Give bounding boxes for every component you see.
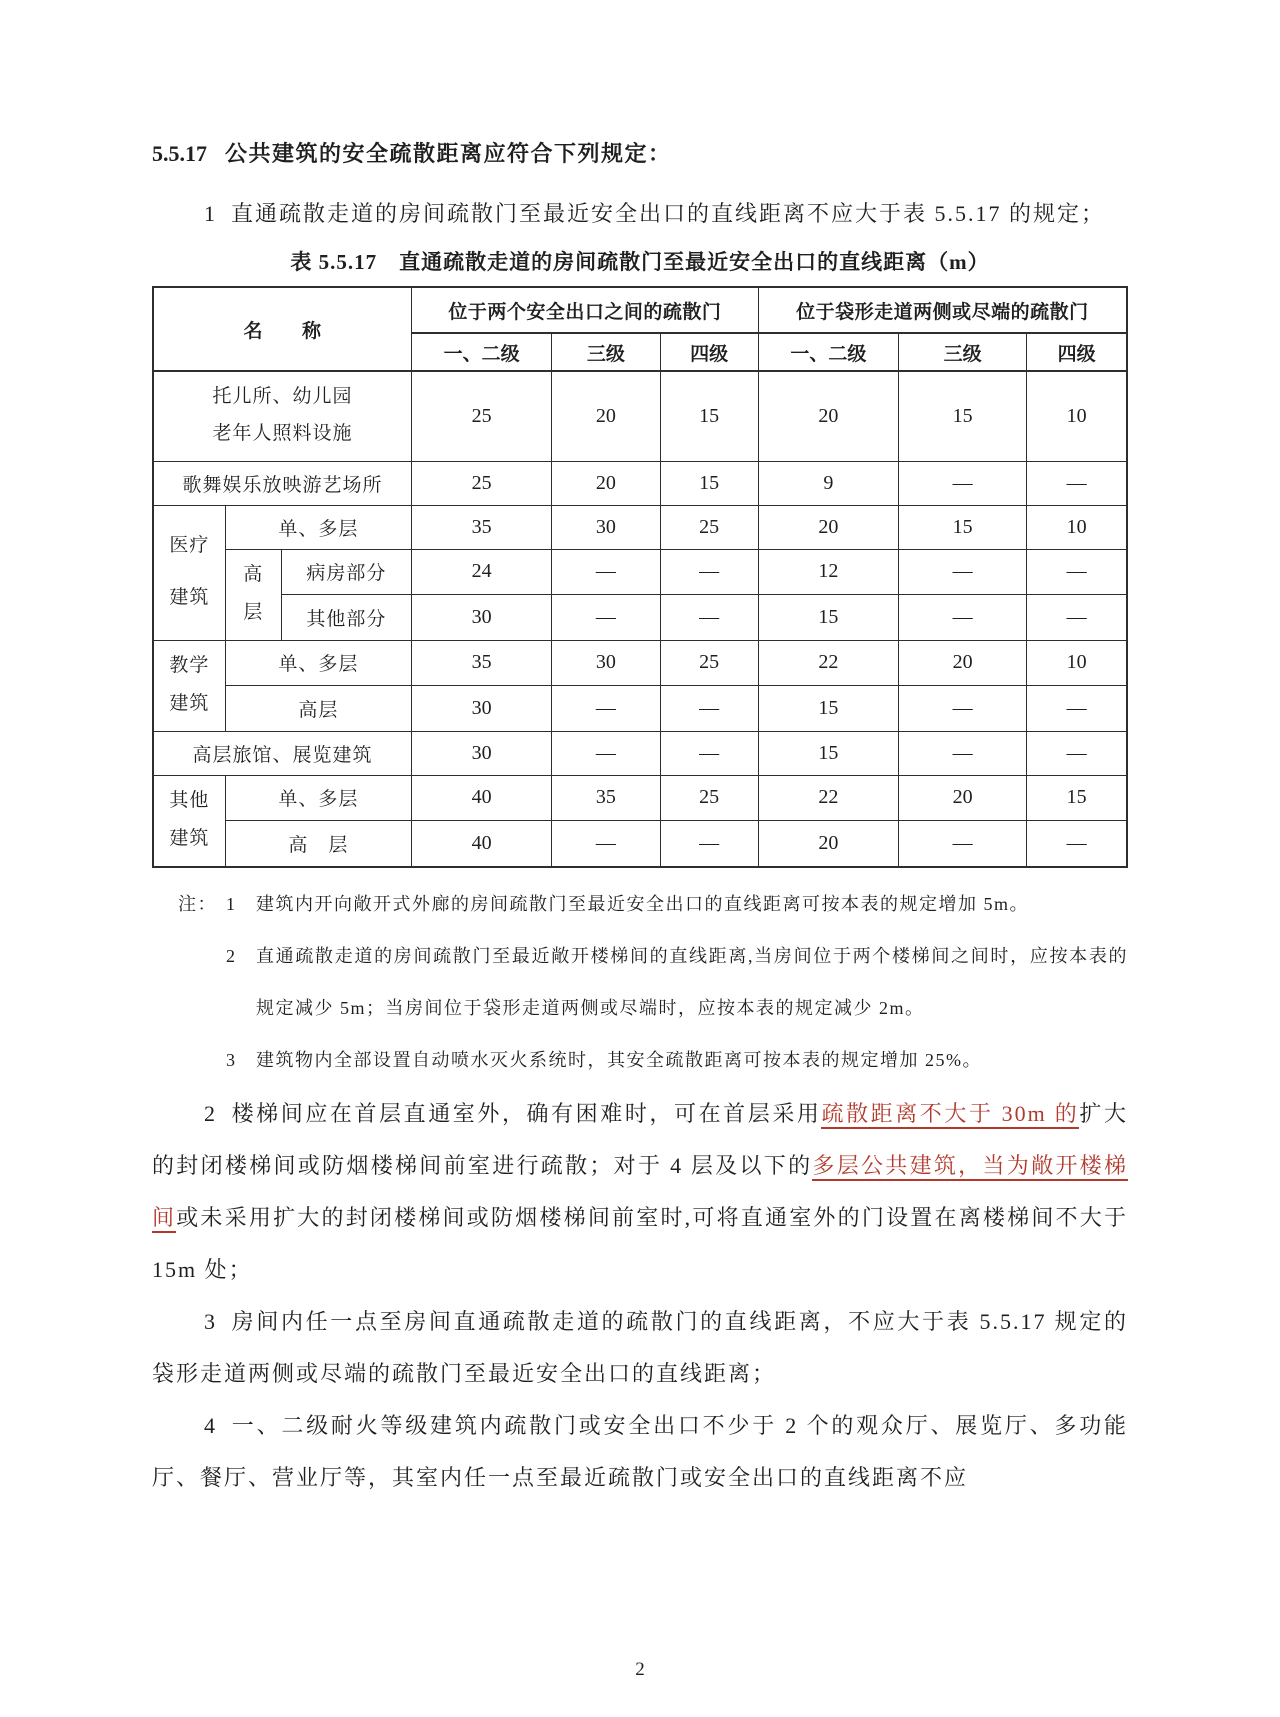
table-row — [153, 821, 1127, 867]
table-cell-value: — — [660, 731, 758, 775]
header-grade: 三级 — [552, 333, 660, 371]
table-group-label — [153, 775, 225, 867]
table-cell-value: — — [1027, 595, 1127, 641]
table-cell-value: — — [552, 686, 660, 732]
name-line: 托儿所、幼儿园 — [212, 386, 353, 408]
table-cell-value: — — [660, 821, 758, 867]
table-cell-name: 高层 — [225, 686, 411, 732]
note-number: 3 — [226, 1049, 237, 1070]
table-cell-value: 15 — [1027, 775, 1127, 821]
table-cell-value: 25 — [660, 505, 758, 549]
note-1 — [178, 878, 1128, 930]
note-text: 直通疏散走道的房间疏散门至最近敞开楼梯间的直线距离,当房间位于两个楼梯间之间时，应按本表的规定减少 5m；当房间位于袋形走道两侧或尽端时，应按本表的规定减少 2m。 — [256, 945, 1128, 1018]
table-row — [153, 371, 1127, 461]
clause-title: 公共建筑的安全疏散距离应符合下列规定： — [225, 141, 672, 166]
group-line: 医疗 — [169, 535, 210, 557]
group-line: 建筑 — [169, 692, 210, 714]
table-cell-name: 高 层 — [225, 821, 411, 867]
note-2 — [178, 930, 1128, 1034]
header-grade: 四级 — [660, 333, 758, 371]
table-cell-value: — — [1027, 731, 1127, 775]
table-cell-value: 25 — [660, 775, 758, 821]
table-cell-value: 40 — [412, 821, 552, 867]
revision-inserted-text: 多层公共建筑，当为敞开楼梯间 — [152, 1153, 1128, 1233]
table-row — [153, 505, 1127, 549]
page-number: 2 — [635, 1659, 645, 1680]
text-segment: 或未采用扩大的封闭楼梯间或防烟楼梯间前室时,可将直通室外的门设置在离楼梯间不大于 15m 处； — [152, 1204, 1128, 1282]
table-cell-value: — — [1027, 549, 1127, 595]
table-cell-value: 10 — [1027, 505, 1127, 549]
table-cell-value: — — [1027, 686, 1127, 732]
table-cell-value: 35 — [412, 640, 552, 686]
header-grade: 四级 — [1027, 333, 1127, 371]
table-cell-value: 20 — [552, 371, 660, 461]
header-name: 名 称 — [153, 287, 412, 371]
item-number: 4 — [204, 1412, 215, 1438]
table-cell-name: 单、多层 — [225, 640, 411, 686]
table-group-label — [153, 640, 225, 731]
table-cell-value: 9 — [758, 461, 898, 505]
table-cell-value: — — [660, 595, 758, 641]
table-cell-value: 25 — [660, 640, 758, 686]
table-cell-name: 单、多层 — [225, 775, 411, 821]
table-cell-value: — — [660, 549, 758, 595]
table-cell-value: 25 — [412, 371, 552, 461]
table-cell-value: 20 — [898, 640, 1026, 686]
header-grade: 三级 — [898, 333, 1026, 371]
note-text: 建筑物内全部设置自动喷水灭火系统时，其安全疏散距离可按本表的规定增加 25%。 — [256, 1049, 982, 1070]
table-cell-value: 35 — [552, 775, 660, 821]
paragraph-item-1 — [152, 188, 1128, 240]
table-cell-value: 30 — [412, 595, 552, 641]
table-cell-value: — — [898, 549, 1026, 595]
revision-inserted-text: 疏散距离不大于 30m 的 — [821, 1101, 1079, 1129]
paragraph-item-2 — [152, 1088, 1128, 1296]
note-label: 注： — [178, 893, 217, 914]
table-cell-value: 40 — [412, 775, 552, 821]
table-cell-value: 15 — [898, 371, 1026, 461]
table-cell-value: 24 — [412, 549, 552, 595]
text-segment: 楼梯间应在首层直通室外，确有困难时，可在首层采用 — [231, 1100, 822, 1126]
note-number: 2 — [226, 945, 237, 966]
table-cell-value: — — [660, 686, 758, 732]
table-notes — [178, 878, 1128, 1086]
item-number: 2 — [204, 1100, 215, 1126]
table-group-label — [153, 505, 225, 640]
table-cell-value: — — [1027, 821, 1127, 867]
header-group-bag: 位于袋形走道两侧或尽端的疏散门 — [758, 287, 1127, 333]
name-line: 老年人照料设施 — [212, 423, 353, 445]
clause-heading — [152, 138, 1128, 170]
table-cell-name — [153, 371, 412, 461]
table-cell-value: 30 — [552, 640, 660, 686]
table-cell-value: — — [898, 595, 1026, 641]
table-cell-value: 15 — [758, 595, 898, 641]
table-cell-value: 25 — [412, 461, 552, 505]
table-cell-value: 15 — [660, 461, 758, 505]
table-cell-value: 15 — [758, 686, 898, 732]
table-cell-value: 15 — [898, 505, 1026, 549]
group-line: 建筑 — [169, 587, 210, 609]
table-cell-value: 22 — [758, 640, 898, 686]
table-cell-value: 22 — [758, 775, 898, 821]
paragraph-item-4 — [152, 1400, 1128, 1504]
table-cell-value: 20 — [552, 461, 660, 505]
table-cell-value: 20 — [758, 505, 898, 549]
text-segment: 扩大的封闭楼梯间或防烟楼梯间前室进行疏散；对于 4 层及以下的 — [152, 1100, 1128, 1178]
table-cell-value: 20 — [758, 371, 898, 461]
table-cell-value: 10 — [1027, 640, 1127, 686]
table-cell-value: 30 — [552, 505, 660, 549]
table-cell-name: 高层旅馆、展览建筑 — [153, 731, 412, 775]
table-cell-value: 15 — [660, 371, 758, 461]
table-caption: 表 5.5.17 直通疏散走道的房间疏散门至最近安全出口的直线距离（m） — [290, 250, 990, 274]
table-cell-value: — — [552, 821, 660, 867]
table-row — [153, 461, 1127, 505]
note-number: 1 — [226, 893, 237, 914]
group-line: 其他 — [169, 790, 210, 812]
table-cell-value: 30 — [412, 686, 552, 732]
group-line: 层 — [243, 601, 264, 623]
table-row — [153, 549, 1127, 595]
paragraph-item-3 — [152, 1296, 1128, 1400]
group-line: 高 — [243, 564, 264, 586]
table-cell-name: 其他部分 — [281, 595, 411, 641]
table-cell-value: 12 — [758, 549, 898, 595]
item-number: 1 — [204, 201, 215, 226]
clause-number: 5.5.17 — [152, 141, 207, 166]
table-cell-value: — — [552, 595, 660, 641]
table-row — [153, 640, 1127, 686]
table-cell-value: — — [898, 731, 1026, 775]
table-cell-value: 30 — [412, 731, 552, 775]
table-cell-value: 20 — [898, 775, 1026, 821]
table-cell-name: 单、多层 — [225, 505, 411, 549]
table-cell-value: 10 — [1027, 371, 1127, 461]
table-row — [153, 686, 1127, 732]
header-grade: 一、二级 — [758, 333, 898, 371]
table-cell-value: — — [552, 731, 660, 775]
item-text-rich — [152, 1101, 1128, 1282]
table-row — [153, 775, 1127, 821]
table-cell-value: — — [898, 686, 1026, 732]
table-row — [153, 731, 1127, 775]
item-number: 3 — [204, 1308, 215, 1334]
table-cell-value: — — [898, 821, 1026, 867]
evacuation-distance-table — [152, 286, 1128, 868]
table-cell-name: 歌舞娱乐放映游艺场所 — [153, 461, 412, 505]
header-grade: 一、二级 — [412, 333, 552, 371]
item-text: 一、二级耐火等级建筑内疏散门或安全出口不少于 2 个的观众厅、展览厅、多功能厅、餐厅、营业厅等，其室内任一点至最近疏散门或安全出口的直线距离不应 — [152, 1412, 1128, 1490]
item-text: 直通疏散走道的房间疏散门至最近安全出口的直线距离不应大于表 5.5.17 的规定； — [231, 201, 1106, 226]
table-cell-name: 病房部分 — [281, 549, 411, 595]
table-cell-value: — — [552, 549, 660, 595]
item-text: 房间内任一点至房间直通疏散走道的疏散门的直线距离，不应大于表 5.5.17 规定的袋形走道两侧或尽端的疏散门至最近安全出口的直线距离； — [152, 1308, 1128, 1386]
table-cell-value: 20 — [758, 821, 898, 867]
group-line: 教学 — [169, 655, 210, 677]
table-group-label — [225, 549, 281, 640]
note-3 — [178, 1034, 1128, 1086]
note-text: 建筑内开向敞开式外廊的房间疏散门至最近安全出口的直线距离可按本表的规定增加 5m。 — [256, 893, 1029, 914]
group-line: 建筑 — [169, 827, 210, 849]
table-row — [153, 595, 1127, 641]
table-cell-value: 35 — [412, 505, 552, 549]
table-cell-value: — — [1027, 461, 1127, 505]
header-group-between: 位于两个安全出口之间的疏散门 — [412, 287, 759, 333]
table-cell-value: 15 — [758, 731, 898, 775]
table-cell-value: — — [898, 461, 1026, 505]
